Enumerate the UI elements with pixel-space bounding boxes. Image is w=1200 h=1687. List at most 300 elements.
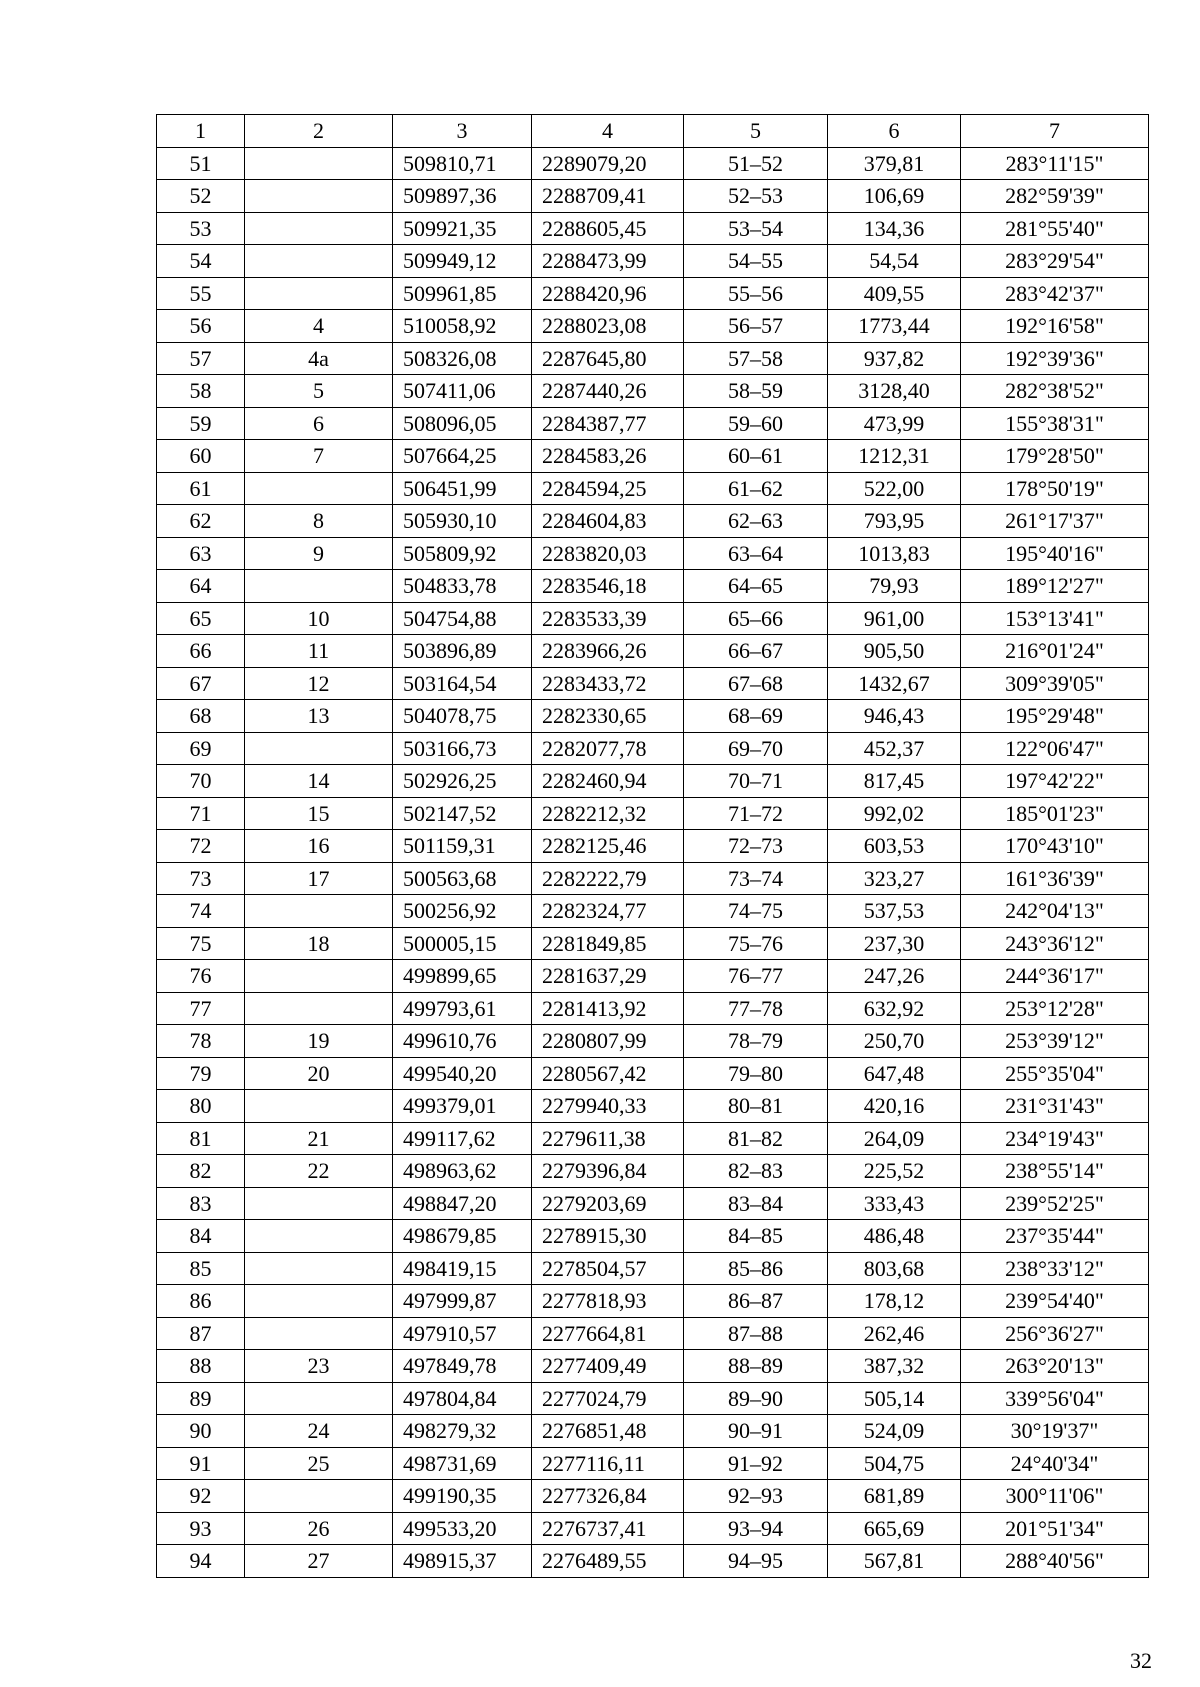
table-cell-col-4: 2288420,96 [532,277,684,310]
table-cell-col-6: 387,32 [828,1350,961,1383]
table-cell-col-3: 507664,25 [393,440,532,473]
table-cell-col-2: 24 [245,1415,393,1448]
table-cell-col-2: 6 [245,407,393,440]
table-cell-col-4: 2282460,94 [532,765,684,798]
table-cell-col-6: 473,99 [828,407,961,440]
table-cell-col-1: 54 [157,245,245,278]
table-cell-col-7: 178°50'19" [961,472,1149,505]
table-cell-col-5: 53–54 [684,212,828,245]
table-cell-col-2 [245,1252,393,1285]
table-row [157,537,1149,570]
table-cell-col-6: 961,00 [828,602,961,635]
table-cell-col-7: 155°38'31" [961,407,1149,440]
table-cell-col-7: 253°12'28" [961,992,1149,1025]
table-cell-col-5: 71–72 [684,797,828,830]
table-cell-col-1: 52 [157,180,245,213]
table-cell-col-6: 937,82 [828,342,961,375]
table-cell-col-3: 498915,37 [393,1545,532,1578]
table-cell-col-3: 503166,73 [393,732,532,765]
table-cell-col-6: 504,75 [828,1447,961,1480]
table-cell-col-1: 82 [157,1155,245,1188]
table-cell-col-2 [245,1220,393,1253]
table-cell-col-1: 83 [157,1187,245,1220]
table-row [157,1025,1149,1058]
table-cell-col-5: 79–80 [684,1057,828,1090]
table-cell-col-3: 499540,20 [393,1057,532,1090]
table-cell-col-7: 339°56'04" [961,1382,1149,1415]
table-cell-col-3: 507411,06 [393,375,532,408]
table-row [157,1512,1149,1545]
table-cell-col-5: 67–68 [684,667,828,700]
table-cell-col-4: 2288473,99 [532,245,684,278]
table-row [157,797,1149,830]
table-cell-col-7: 192°39'36" [961,342,1149,375]
table-cell-col-4: 2287440,26 [532,375,684,408]
table-cell-col-1: 80 [157,1090,245,1123]
table-cell-col-7: 237°35'44" [961,1220,1149,1253]
table-cell-col-1: 68 [157,700,245,733]
table-cell-col-6: 486,48 [828,1220,961,1253]
table-cell-col-5: 83–84 [684,1187,828,1220]
table-cell-col-6: 603,53 [828,830,961,863]
table-row [157,992,1149,1025]
table-cell-col-3: 509921,35 [393,212,532,245]
table-cell-col-2: 4a [245,342,393,375]
table-cell-col-5: 59–60 [684,407,828,440]
table-cell-col-6: 79,93 [828,570,961,603]
table-cell-col-4: 2279396,84 [532,1155,684,1188]
table-cell-col-5: 70–71 [684,765,828,798]
table-cell-col-4: 2278915,30 [532,1220,684,1253]
table-cell-col-1: 51 [157,147,245,180]
table-cell-col-3: 509961,85 [393,277,532,310]
table-cell-col-1: 64 [157,570,245,603]
table-cell-col-4: 2279940,33 [532,1090,684,1123]
table-cell-col-3: 497849,78 [393,1350,532,1383]
table-cell-col-7: 244°36'17" [961,960,1149,993]
table-cell-col-3: 501159,31 [393,830,532,863]
table-cell-col-7: 238°33'12" [961,1252,1149,1285]
table-cell-col-2 [245,472,393,505]
table-cell-col-2 [245,992,393,1025]
table-cell-col-1: 81 [157,1122,245,1155]
table-cell-col-2: 19 [245,1025,393,1058]
table-cell-col-7: 239°54'40" [961,1285,1149,1318]
table-cell-col-4: 2282077,78 [532,732,684,765]
table-cell-col-6: 134,36 [828,212,961,245]
table-cell-col-3: 497804,84 [393,1382,532,1415]
table-cell-col-3: 500256,92 [393,895,532,928]
table-cell-col-1: 65 [157,602,245,635]
table-row [157,1220,1149,1253]
table-cell-col-2 [245,277,393,310]
table-cell-col-3: 504833,78 [393,570,532,603]
table-cell-col-5: 66–67 [684,635,828,668]
table-cell-col-7: 189°12'27" [961,570,1149,603]
table-cell-col-1: 77 [157,992,245,1025]
table-cell-col-3: 509949,12 [393,245,532,278]
table-cell-col-2 [245,960,393,993]
table-row [157,732,1149,765]
table-body [157,147,1149,1577]
table-cell-col-3: 498279,32 [393,1415,532,1448]
table-cell-col-1: 67 [157,667,245,700]
table-row [157,407,1149,440]
table-row [157,667,1149,700]
table-cell-col-3: 498963,62 [393,1155,532,1188]
table-cell-col-4: 2284583,26 [532,440,684,473]
column-header-6: 6 [828,115,961,148]
table-cell-col-4: 2277024,79 [532,1382,684,1415]
table-cell-col-1: 62 [157,505,245,538]
table-cell-col-1: 74 [157,895,245,928]
table-cell-col-5: 85–86 [684,1252,828,1285]
table-cell-col-6: 54,54 [828,245,961,278]
table-cell-col-7: 243°36'12" [961,927,1149,960]
table-cell-col-2: 22 [245,1155,393,1188]
table-cell-col-5: 51–52 [684,147,828,180]
table-cell-col-4: 2277818,93 [532,1285,684,1318]
table-cell-col-1: 78 [157,1025,245,1058]
table-cell-col-6: 333,43 [828,1187,961,1220]
table-cell-col-5: 58–59 [684,375,828,408]
table-cell-col-7: 179°28'50" [961,440,1149,473]
table-cell-col-2: 12 [245,667,393,700]
table-cell-col-4: 2284387,77 [532,407,684,440]
table-cell-col-7: 281°55'40" [961,212,1149,245]
table-cell-col-7: 30°19'37" [961,1415,1149,1448]
table-cell-col-7: 300°11'06" [961,1480,1149,1513]
table-cell-col-6: 225,52 [828,1155,961,1188]
table-cell-col-1: 57 [157,342,245,375]
column-header-7: 7 [961,115,1149,148]
table-row [157,862,1149,895]
table-cell-col-3: 499190,35 [393,1480,532,1513]
table-cell-col-6: 452,37 [828,732,961,765]
table-cell-col-6: 262,46 [828,1317,961,1350]
table-header-row [157,115,1149,148]
table-cell-col-2 [245,1382,393,1415]
table-cell-col-7: 283°29'54" [961,245,1149,278]
table-cell-col-6: 793,95 [828,505,961,538]
table-cell-col-4: 2282125,46 [532,830,684,863]
table-cell-col-2: 16 [245,830,393,863]
table-cell-col-6: 247,26 [828,960,961,993]
table-cell-col-7: 195°29'48" [961,700,1149,733]
table-cell-col-4: 2282330,65 [532,700,684,733]
table-cell-col-5: 69–70 [684,732,828,765]
table-row [157,1317,1149,1350]
table-cell-col-2 [245,1187,393,1220]
table-cell-col-3: 498731,69 [393,1447,532,1480]
table-cell-col-5: 56–57 [684,310,828,343]
table-cell-col-1: 94 [157,1545,245,1578]
table-cell-col-7: 192°16'58" [961,310,1149,343]
table-cell-col-3: 497910,57 [393,1317,532,1350]
table-cell-col-7: 255°35'04" [961,1057,1149,1090]
table-cell-col-4: 2282324,77 [532,895,684,928]
table-cell-col-2 [245,1317,393,1350]
table-row [157,440,1149,473]
table-cell-col-3: 504754,88 [393,602,532,635]
table-cell-col-6: 1773,44 [828,310,961,343]
table-cell-col-1: 55 [157,277,245,310]
table-cell-col-2 [245,245,393,278]
table-cell-col-4: 2289079,20 [532,147,684,180]
table-cell-col-6: 524,09 [828,1415,961,1448]
table-row [157,1382,1149,1415]
table-cell-col-6: 264,09 [828,1122,961,1155]
table-cell-col-5: 68–69 [684,700,828,733]
table-cell-col-4: 2284594,25 [532,472,684,505]
table-cell-col-6: 537,53 [828,895,961,928]
table-cell-col-3: 503896,89 [393,635,532,668]
table-cell-col-3: 503164,54 [393,667,532,700]
table-cell-col-7: 261°17'37" [961,505,1149,538]
table-cell-col-6: 409,55 [828,277,961,310]
table-cell-col-7: 288°40'56" [961,1545,1149,1578]
table-cell-col-7: 153°13'41" [961,602,1149,635]
table-cell-col-2: 13 [245,700,393,733]
column-header-5: 5 [684,115,828,148]
table-row [157,342,1149,375]
table-cell-col-4: 2281413,92 [532,992,684,1025]
table-cell-col-5: 90–91 [684,1415,828,1448]
table-cell-col-4: 2279203,69 [532,1187,684,1220]
table-cell-col-4: 2276489,55 [532,1545,684,1578]
table-cell-col-6: 379,81 [828,147,961,180]
table-cell-col-4: 2283533,39 [532,602,684,635]
table-cell-col-7: 170°43'10" [961,830,1149,863]
table-cell-col-5: 75–76 [684,927,828,960]
table-cell-col-6: 178,12 [828,1285,961,1318]
table-cell-col-5: 61–62 [684,472,828,505]
table-cell-col-4: 2283966,26 [532,635,684,668]
table-cell-col-6: 250,70 [828,1025,961,1058]
table-cell-col-3: 500005,15 [393,927,532,960]
table-cell-col-5: 77–78 [684,992,828,1025]
table-cell-col-6: 106,69 [828,180,961,213]
table-cell-col-3: 499117,62 [393,1122,532,1155]
table-cell-col-3: 502147,52 [393,797,532,830]
table-cell-col-4: 2276737,41 [532,1512,684,1545]
table-cell-col-4: 2282212,32 [532,797,684,830]
table-cell-col-4: 2279611,38 [532,1122,684,1155]
table-cell-col-6: 992,02 [828,797,961,830]
table-cell-col-1: 76 [157,960,245,993]
table-cell-col-6: 665,69 [828,1512,961,1545]
table-cell-col-3: 498679,85 [393,1220,532,1253]
table-cell-col-7: 122°06'47" [961,732,1149,765]
column-header-1: 1 [157,115,245,148]
table-cell-col-3: 504078,75 [393,700,532,733]
table-cell-col-6: 1432,67 [828,667,961,700]
table-cell-col-2: 5 [245,375,393,408]
table-cell-col-4: 2277664,81 [532,1317,684,1350]
table-cell-col-5: 87–88 [684,1317,828,1350]
table-cell-col-7: 256°36'27" [961,1317,1149,1350]
table-cell-col-5: 80–81 [684,1090,828,1123]
table-cell-col-1: 63 [157,537,245,570]
table-cell-col-1: 89 [157,1382,245,1415]
table-cell-col-2: 15 [245,797,393,830]
table-cell-col-3: 498847,20 [393,1187,532,1220]
table-cell-col-6: 522,00 [828,472,961,505]
table-cell-col-5: 82–83 [684,1155,828,1188]
table-cell-col-3: 499533,20 [393,1512,532,1545]
table-cell-col-4: 2282222,79 [532,862,684,895]
table-cell-col-6: 681,89 [828,1480,961,1513]
table-cell-col-7: 161°36'39" [961,862,1149,895]
table-cell-col-5: 81–82 [684,1122,828,1155]
table-cell-col-6: 323,27 [828,862,961,895]
table-row [157,1447,1149,1480]
table-cell-col-3: 505809,92 [393,537,532,570]
coordinates-table [156,114,1149,1578]
table-row [157,1545,1149,1578]
table-cell-col-3: 509810,71 [393,147,532,180]
table-row [157,472,1149,505]
table-cell-col-6: 1212,31 [828,440,961,473]
table-cell-col-1: 70 [157,765,245,798]
column-header-2: 2 [245,115,393,148]
table-cell-col-1: 92 [157,1480,245,1513]
table-cell-col-3: 510058,92 [393,310,532,343]
table-cell-col-1: 90 [157,1415,245,1448]
table-cell-col-4: 2281637,29 [532,960,684,993]
table-cell-col-5: 86–87 [684,1285,828,1318]
table-row [157,1122,1149,1155]
table-cell-col-6: 905,50 [828,635,961,668]
table-cell-col-1: 75 [157,927,245,960]
table-cell-col-7: 201°51'34" [961,1512,1149,1545]
table-cell-col-7: 282°59'39" [961,180,1149,213]
table-cell-col-4: 2277116,11 [532,1447,684,1480]
table-row [157,1187,1149,1220]
table-cell-col-2 [245,895,393,928]
table-cell-col-1: 86 [157,1285,245,1318]
table-row [157,895,1149,928]
table-cell-col-1: 72 [157,830,245,863]
table-cell-col-1: 58 [157,375,245,408]
table-cell-col-5: 65–66 [684,602,828,635]
table-cell-col-5: 64–65 [684,570,828,603]
table-cell-col-2 [245,147,393,180]
table-row [157,765,1149,798]
table-cell-col-5: 76–77 [684,960,828,993]
table-row [157,830,1149,863]
table-row [157,1285,1149,1318]
table-cell-col-2: 20 [245,1057,393,1090]
table-cell-col-6: 3128,40 [828,375,961,408]
table-cell-col-1: 61 [157,472,245,505]
table-cell-col-6: 817,45 [828,765,961,798]
table-row [157,505,1149,538]
table-cell-col-3: 498419,15 [393,1252,532,1285]
table-cell-col-4: 2278504,57 [532,1252,684,1285]
table-cell-col-2 [245,1480,393,1513]
table-cell-col-4: 2277409,49 [532,1350,684,1383]
table-cell-col-4: 2277326,84 [532,1480,684,1513]
table-cell-col-6: 505,14 [828,1382,961,1415]
table-row [157,375,1149,408]
table-cell-col-3: 502926,25 [393,765,532,798]
table-cell-col-7: 238°55'14" [961,1155,1149,1188]
table-cell-col-4: 2280567,42 [532,1057,684,1090]
table-cell-col-4: 2280807,99 [532,1025,684,1058]
table-row [157,602,1149,635]
table-cell-col-2: 9 [245,537,393,570]
table-cell-col-2: 14 [245,765,393,798]
table-cell-col-5: 60–61 [684,440,828,473]
table-cell-col-6: 420,16 [828,1090,961,1123]
table-row [157,1090,1149,1123]
table-cell-col-2: 21 [245,1122,393,1155]
table-cell-col-1: 56 [157,310,245,343]
table-cell-col-3: 499899,65 [393,960,532,993]
table-cell-col-2 [245,1285,393,1318]
table-cell-col-4: 2288605,45 [532,212,684,245]
table-cell-col-1: 91 [157,1447,245,1480]
table-cell-col-2: 23 [245,1350,393,1383]
table-row [157,277,1149,310]
table-cell-col-5: 54–55 [684,245,828,278]
table-cell-col-7: 231°31'43" [961,1090,1149,1123]
table-cell-col-4: 2283546,18 [532,570,684,603]
table-cell-col-1: 84 [157,1220,245,1253]
table-cell-col-4: 2283433,72 [532,667,684,700]
table-cell-col-2 [245,212,393,245]
table-row [157,635,1149,668]
table-cell-col-2: 25 [245,1447,393,1480]
table-cell-col-1: 66 [157,635,245,668]
table-cell-col-7: 195°40'16" [961,537,1149,570]
table-cell-col-1: 60 [157,440,245,473]
table-cell-col-1: 93 [157,1512,245,1545]
table-cell-col-1: 79 [157,1057,245,1090]
table-cell-col-7: 309°39'05" [961,667,1149,700]
table-cell-col-7: 263°20'13" [961,1350,1149,1383]
table-cell-col-5: 57–58 [684,342,828,375]
table-cell-col-7: 283°11'15" [961,147,1149,180]
table-cell-col-2 [245,732,393,765]
table-cell-col-6: 632,92 [828,992,961,1025]
table-cell-col-2 [245,570,393,603]
table-cell-col-5: 84–85 [684,1220,828,1253]
table-cell-col-4: 2283820,03 [532,537,684,570]
table-cell-col-2: 17 [245,862,393,895]
table-cell-col-2: 10 [245,602,393,635]
table-row [157,147,1149,180]
table-cell-col-3: 508326,08 [393,342,532,375]
table-row [157,212,1149,245]
table-cell-col-6: 946,43 [828,700,961,733]
table-cell-col-6: 803,68 [828,1252,961,1285]
table-cell-col-6: 647,48 [828,1057,961,1090]
table-cell-col-4: 2281849,85 [532,927,684,960]
table-cell-col-2: 11 [245,635,393,668]
table-cell-col-6: 1013,83 [828,537,961,570]
table-row [157,245,1149,278]
table-row [157,1155,1149,1188]
table-cell-col-1: 71 [157,797,245,830]
table-cell-col-2: 26 [245,1512,393,1545]
table-row [157,1350,1149,1383]
table-cell-col-7: 216°01'24" [961,635,1149,668]
table-cell-col-4: 2284604,83 [532,505,684,538]
table-cell-col-7: 239°52'25" [961,1187,1149,1220]
table-cell-col-3: 500563,68 [393,862,532,895]
